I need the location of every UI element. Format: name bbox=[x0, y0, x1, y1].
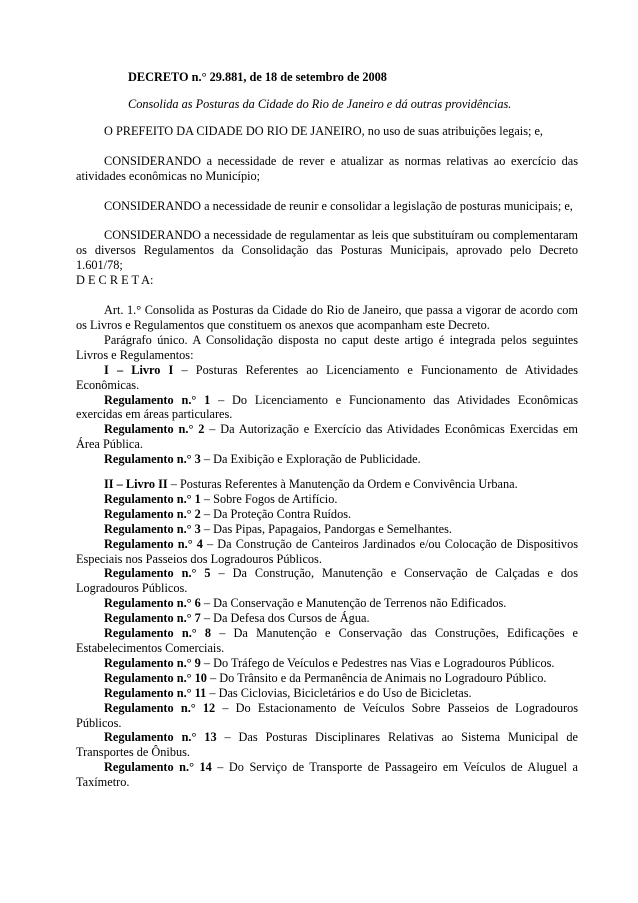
regulamento-text: – Do Estacionamento de Veículos Sobre Passeios de Logradouros Públicos. bbox=[76, 700, 578, 730]
regulamento-item bbox=[76, 537, 578, 567]
regulamento-label: Regulamento n.° 7 bbox=[104, 611, 201, 626]
regulamento-text: – Das Ciclovias, Bicicletários e do Uso de Bicicletas. bbox=[206, 685, 472, 700]
paragrafo-unico: Parágrafo único. A Consolidação disposta no caput deste artigo é integrada pelos seguintes Livros e Regulamentos: bbox=[76, 332, 578, 362]
livro-2-label: II – Livro II bbox=[104, 477, 168, 492]
regulamento-text: – Da Defesa dos Cursos de Água. bbox=[200, 611, 370, 626]
regulamento-label: Regulamento n.° 3 bbox=[104, 452, 201, 467]
livro-1-text: – Posturas Referentes ao Licenciamento e Funcionamento de Atividades Econômicas. bbox=[76, 362, 578, 392]
regulamento-text: – Das Pipas, Papagaios, Pandorgas e Semelhantes. bbox=[200, 521, 452, 536]
regulamento-text: – Da Construção de Canteiros Jardinados e/ou Colocação de Dispositivos Especiais nos Passeios dos Logradouros Públicos. bbox=[76, 536, 579, 566]
regulamento-item bbox=[76, 566, 578, 596]
regulamento-text: – Da Proteção Contra Ruídos. bbox=[200, 506, 352, 521]
regulamento-item bbox=[76, 626, 578, 656]
regulamento-item bbox=[76, 760, 578, 790]
regulamento-item bbox=[76, 656, 578, 671]
regulamento-label: Regulamento n.° 1 bbox=[104, 491, 201, 506]
regulamento-text: – Do Serviço de Transporte de Passageiro em Veículos de Aluguel a Taxímetro. bbox=[76, 760, 579, 790]
regulamento-text: – Da Construção, Manutenção e Conservação de Calçadas e dos Logradouros Públicos. bbox=[76, 566, 578, 596]
regulamento-text: – Sobre Fogos de Artifício. bbox=[200, 491, 338, 506]
livro-1-regulations bbox=[76, 393, 578, 468]
regulamento-label: Regulamento n.° 14 bbox=[104, 760, 212, 775]
regulamento-item bbox=[76, 611, 578, 626]
regulamento-item bbox=[76, 422, 578, 452]
considerando-3: CONSIDERANDO a necessidade de regulamentar as leis que substituíram ou complementaram os diversos Regulamentos da Consolidação das Posturas Municipais, aprovado pelo Decreto 1.601/78; bbox=[76, 228, 578, 273]
regulamento-item bbox=[76, 701, 578, 731]
preamble: O PREFEITO DA CIDADE DO RIO DE JANEIRO, no uso de suas atribuições legais; e, bbox=[104, 123, 544, 138]
regulamento-item bbox=[76, 393, 578, 423]
regulamento-label: Regulamento n.° 12 bbox=[104, 700, 216, 715]
regulamento-text: – Do Tráfego de Veículos e Pedestres nas Vias e Logradouros Públicos. bbox=[200, 655, 555, 670]
considerando-2: CONSIDERANDO a necessidade de reunir e consolidar a legislação de posturas municipais; e, bbox=[104, 198, 573, 213]
livro-2-regulations bbox=[76, 492, 578, 790]
regulamento-label: Regulamento n.° 10 bbox=[104, 670, 207, 685]
article-1: Art. 1.° Consolida as Posturas da Cidade do Rio de Janeiro, que passa a vigorar de acordo com os Livros e Regulamentos que constituem os anexos que acompanham este Decreto. bbox=[76, 303, 578, 332]
regulamento-label: Regulamento n.° 2 bbox=[104, 506, 201, 521]
regulamento-item bbox=[76, 730, 578, 760]
regulamento-item bbox=[76, 507, 578, 522]
regulamento-label: Regulamento n.° 4 bbox=[104, 536, 203, 551]
regulamento-item bbox=[76, 492, 578, 507]
regulamento-item bbox=[76, 596, 578, 611]
livro-1-heading bbox=[76, 363, 578, 393]
regulamento-item bbox=[76, 452, 578, 467]
decree-title: DECRETO n.° 29.881, de 18 de setembro de 2008 bbox=[128, 70, 387, 84]
regulamento-label: Regulamento n.° 11 bbox=[104, 685, 207, 700]
regulamento-label: Regulamento n.° 5 bbox=[104, 566, 211, 581]
regulamento-label: Regulamento n.° 6 bbox=[104, 596, 201, 611]
regulamento-text: – Da Exibição e Exploração de Publicidade. bbox=[200, 452, 421, 467]
decreta: D E C R E T A: bbox=[76, 273, 154, 288]
regulamento-label: Regulamento n.° 8 bbox=[104, 626, 212, 641]
regulamento-text: – Da Manutenção e Conservação das Construções, Edificações e Estabelecimentos Comerciais. bbox=[76, 626, 578, 655]
regulamento-item bbox=[76, 686, 578, 701]
regulamento-item bbox=[76, 671, 578, 686]
regulamento-label: Regulamento n.° 9 bbox=[104, 655, 201, 670]
regulamento-text: – Das Posturas Disciplinares Relativas ao Sistema Municipal de Transportes de Ônibus. bbox=[76, 730, 578, 760]
regulamento-label: Regulamento n.° 13 bbox=[104, 730, 217, 745]
regulamento-text: – Do Trânsito e da Permanência de Animais no Logradouro Público. bbox=[206, 670, 547, 685]
livro-2-text: – Posturas Referentes à Manutenção da Ordem e Convivência Urbana. bbox=[167, 477, 518, 492]
regulamento-text: – Da Conservação e Manutenção de Terrenos não Edificados. bbox=[200, 596, 507, 611]
decree-subtitle: Consolida as Posturas da Cidade do Rio de Janeiro e dá outras providências. bbox=[128, 96, 512, 111]
regulamento-item bbox=[76, 522, 578, 537]
regulamento-text: – Da Autorização e Exercício das Atividades Econômicas Exercidas em Área Pública. bbox=[76, 422, 578, 452]
considerando-1: CONSIDERANDO a necessidade de rever e atualizar as normas relativas ao exercício das atividades econômicas no Município; bbox=[76, 153, 578, 183]
regulamento-label: Regulamento n.° 3 bbox=[104, 521, 201, 536]
livro-2-heading bbox=[76, 477, 578, 492]
regulamento-label: Regulamento n.° 1 bbox=[104, 392, 211, 407]
regulamento-text: – Do Licenciamento e Funcionamento das Atividades Econômicas exercidas em áreas particulares. bbox=[76, 392, 578, 422]
regulamento-label: Regulamento n.° 2 bbox=[104, 422, 205, 437]
livro-1-label: I – Livro I bbox=[104, 362, 174, 377]
